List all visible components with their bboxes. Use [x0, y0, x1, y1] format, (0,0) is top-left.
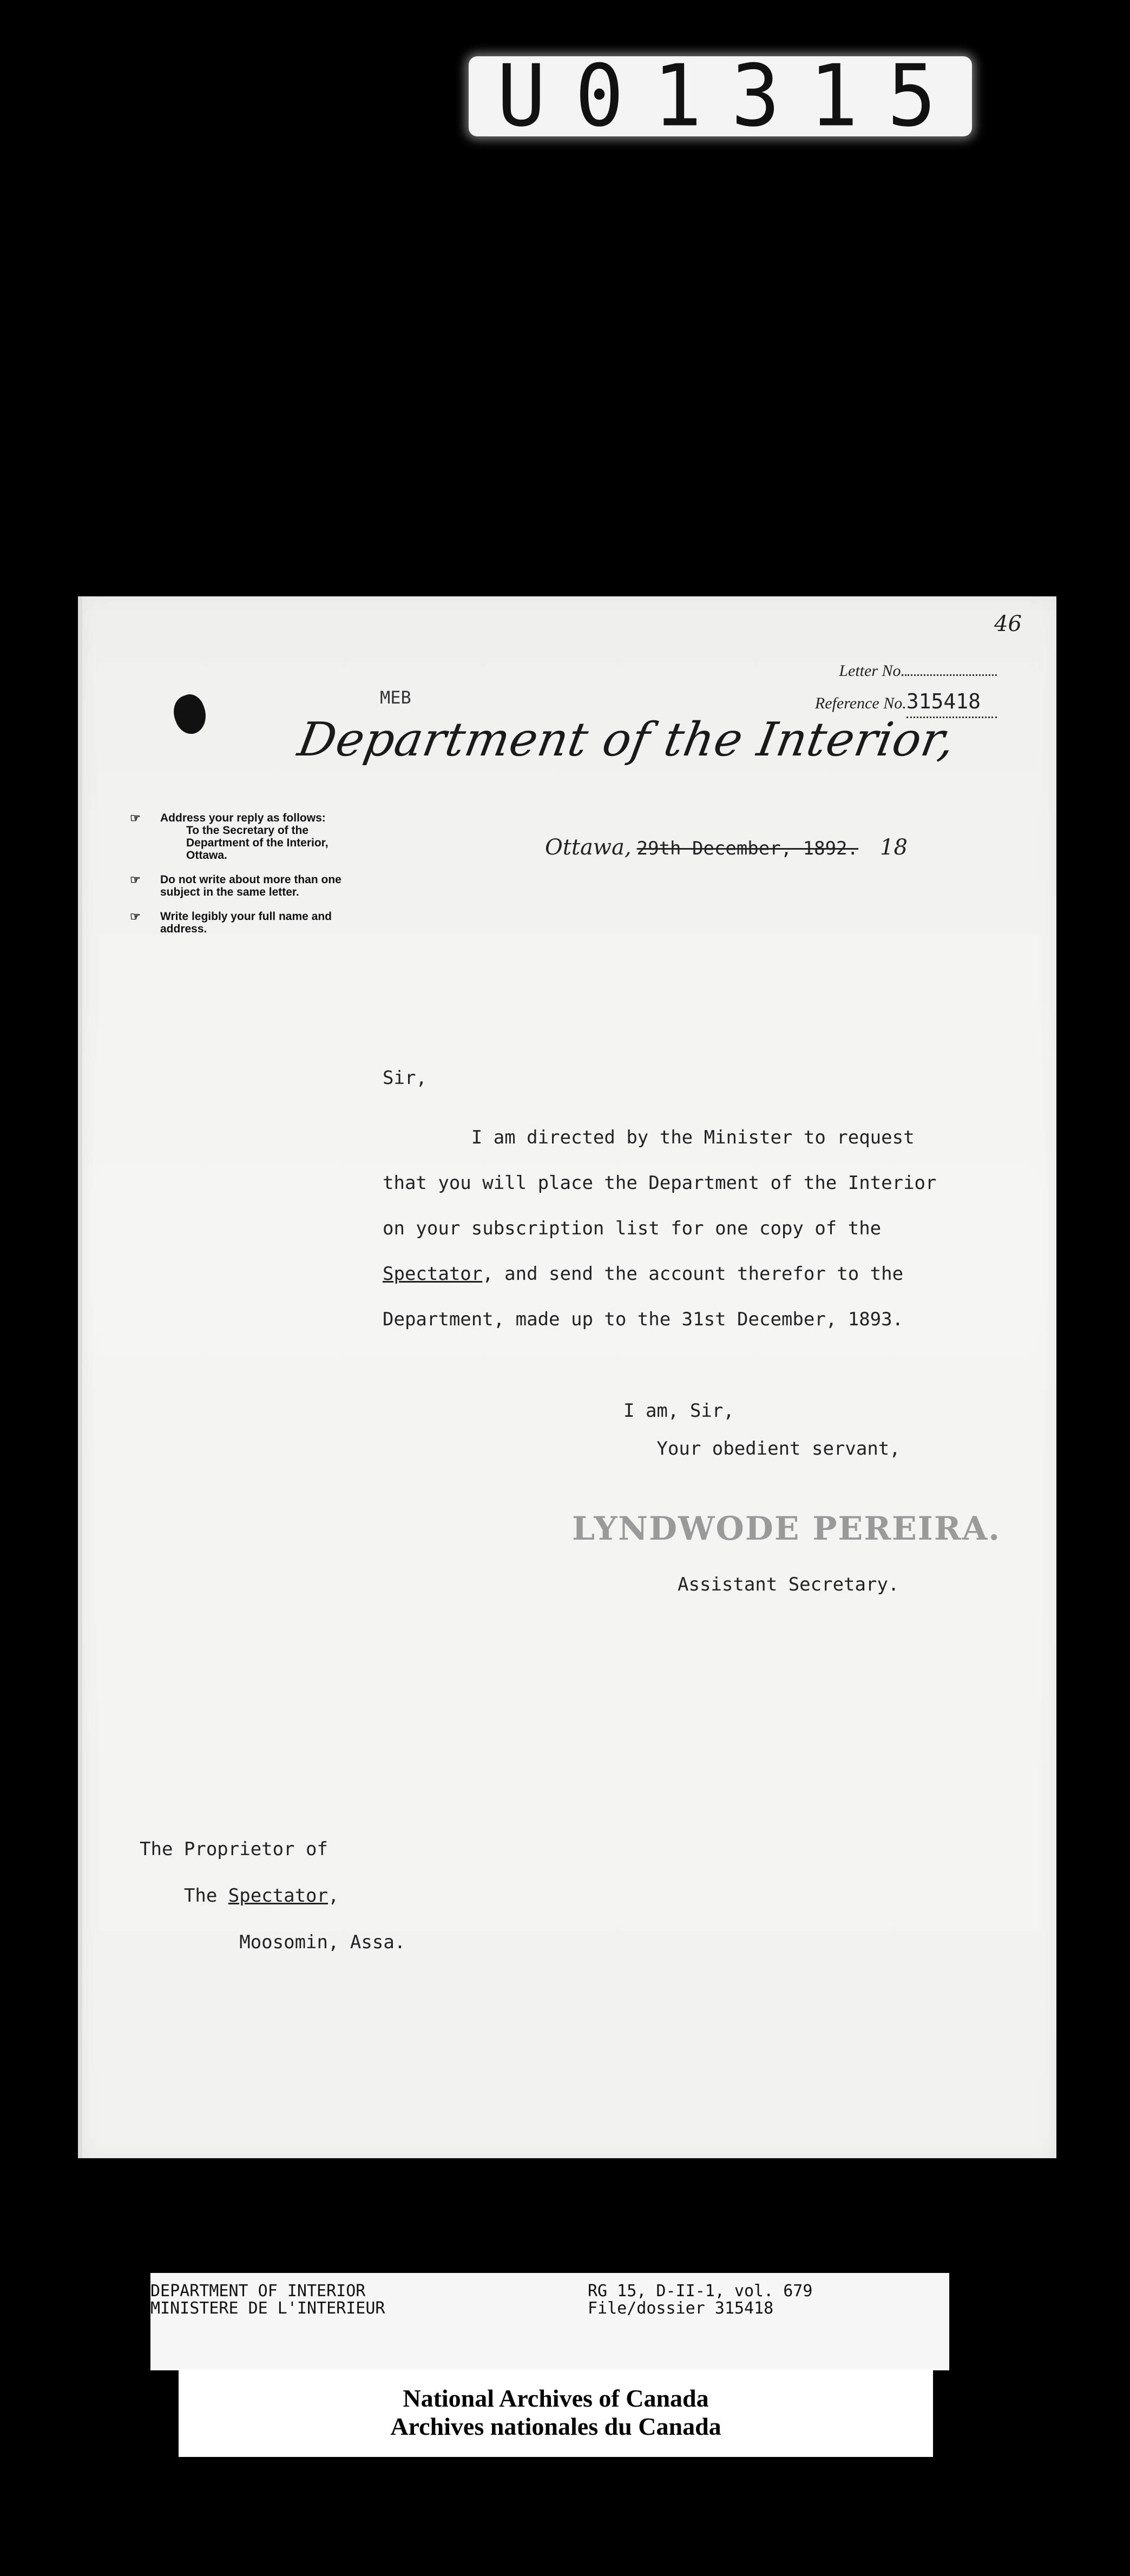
- strip-file-reference: [588, 2283, 812, 2317]
- pointing-hand-icon: ☞: [130, 811, 141, 825]
- instruction-line: Address your reply as follows:: [160, 812, 326, 824]
- instruction-line: To the Secretary of the: [186, 824, 308, 837]
- strip-line: DEPARTMENT OF INTERIOR: [150, 2282, 366, 2301]
- recipient-line: [140, 1872, 405, 1919]
- body-line: [383, 1251, 937, 1297]
- instruction-item: [130, 910, 357, 935]
- pointing-hand-icon: ☞: [130, 873, 141, 886]
- place-date: [545, 834, 908, 860]
- archives-french: Archives nationales du Canada: [390, 2413, 721, 2440]
- closing-line: I am, Sir,: [623, 1400, 734, 1422]
- letter-no-blank: [905, 660, 997, 676]
- year-suffix: 18: [880, 835, 908, 860]
- letter-body: [383, 1115, 937, 1342]
- department-title: Department of the Interior,: [294, 713, 960, 767]
- strip-department: [150, 2283, 385, 2317]
- date: 29th December, 1892.: [636, 838, 858, 859]
- recipient-suffix: ,: [328, 1885, 339, 1907]
- strip-line: File/dossier 315418: [588, 2299, 774, 2318]
- typist-initials: MEB: [380, 687, 411, 708]
- ink-blot: [168, 691, 211, 738]
- page-number: 46: [994, 612, 1022, 636]
- instruction-line: subject in the same letter.: [160, 886, 299, 898]
- instruction-line: Do not write about more than one: [160, 873, 341, 886]
- instruction-line: address.: [160, 923, 207, 935]
- pointing-hand-icon: ☞: [130, 910, 141, 923]
- letter-no-line: [815, 656, 997, 686]
- reference-block: [815, 656, 997, 719]
- body-line: that you will place the Department of the Interior: [383, 1172, 937, 1194]
- signature-stamp: LYNDWODE PEREIRA.: [572, 1510, 1001, 1548]
- instruction-item: [130, 812, 357, 862]
- reel-number-label: [469, 47, 972, 146]
- recipient-prefix: The: [140, 1885, 228, 1907]
- strip-line: RG 15, D-II-1, vol. 679: [588, 2282, 813, 2301]
- strip-line: MINISTERE DE L'INTERIEUR: [150, 2299, 385, 2318]
- publication-name: Spectator: [383, 1263, 483, 1285]
- reply-instructions: [130, 812, 357, 947]
- closing-line: Your obedient servant,: [623, 1438, 901, 1460]
- body-line: I am directed by the Minister to request: [383, 1127, 915, 1148]
- recipient-line: The Proprietor of: [140, 1838, 328, 1860]
- signature-title: Assistant Secretary.: [678, 1574, 899, 1595]
- place: Ottawa,: [545, 835, 632, 860]
- closing: [623, 1392, 901, 1468]
- instruction-item: [130, 873, 357, 898]
- archive-reference-strip: [150, 2273, 949, 2370]
- body-line-rest: , and send the account therefor to the: [482, 1263, 904, 1285]
- body-line: Department, made up to the 31st December, 1893.: [383, 1309, 904, 1330]
- letter-no-label: Letter No.: [839, 662, 905, 680]
- salutation: Sir,: [383, 1067, 427, 1089]
- instruction-line: Write legibly your full name and: [160, 910, 332, 923]
- archives-english: National Archives of Canada: [403, 2384, 709, 2412]
- body-line: on your subscription list for one copy of the: [383, 1218, 882, 1239]
- instruction-line: Department of the Interior, Ottawa.: [186, 837, 329, 862]
- recipient-publication: Spectator: [228, 1885, 328, 1907]
- reel-number: U01315: [497, 47, 965, 146]
- reference-value: 315418: [906, 686, 997, 718]
- archives-label: [179, 2369, 933, 2457]
- recipient-address: [140, 1826, 405, 1966]
- recipient-line: Moosomin, Assa.: [140, 1931, 406, 1953]
- letter-page: [78, 596, 1056, 2158]
- reference-label: Reference No.: [814, 694, 906, 712]
